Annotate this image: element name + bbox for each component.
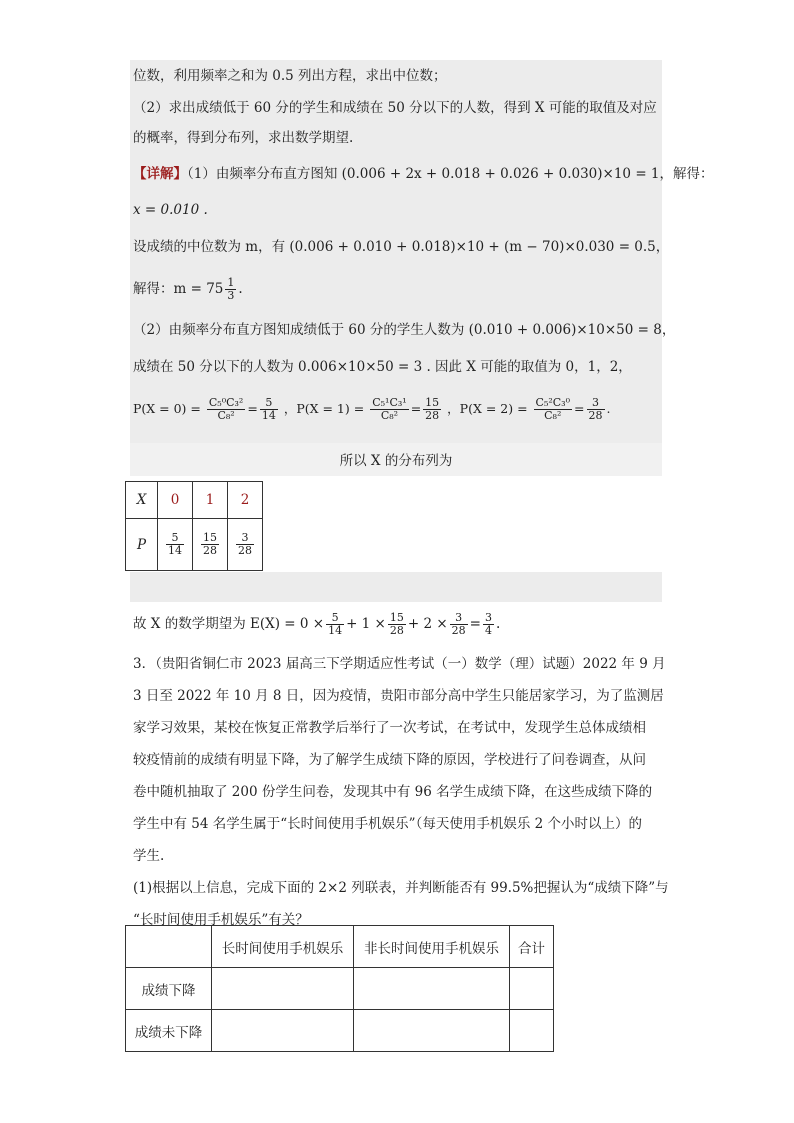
solution-line-3: 的概率，得到分布列，求出数学期望.	[133, 130, 354, 146]
column-header: 非长时间使用手机娱乐	[354, 926, 510, 968]
distribution-table	[125, 481, 263, 571]
probability-line: P(X = 0) = $\frac{\text{C₅⁰C₃²}}{\text{C₈²}}$ = $\frac{5}{14}$ ，P(X = 1) = $\frac{\text{C₅¹C₃¹}}{\text{C₈²}}$ = $\frac{15}{28}$ ，P(X = 2) = $\frac{\text{C₅²C₃⁰}}{\text{C₈²}}$ = $\frac{3}{28}$ .	[133, 396, 611, 422]
x-value: 2	[228, 482, 263, 519]
question1-line-1: (1)根据以上信息，完成下面的 2×2 列联表，并判断能否有 99.5%把握认为“成绩下降”与	[133, 880, 669, 896]
p2-eq: =	[574, 401, 585, 416]
detail-text: （1）由频率分布直方图知 (0.006 + 2x + 0.018 + 0.026 + 0.030)×10 = 1，解得：	[187, 166, 714, 182]
p0-result-fraction: $\frac{5}{14}$	[261, 396, 276, 422]
question1-line-2: “长时间使用手机娱乐”有关？	[133, 912, 309, 928]
p1-result-fraction: $\frac{15}{28}$	[425, 396, 440, 422]
problem3-line-5: 卷中随机抽取了 200 份学生问卷，发现其中有 96 名学生成绩下降，在这些成绩下降的	[133, 784, 653, 800]
solution-line-1: 位数，利用频率之和为 0.5 列出方程，求出中位数；	[133, 68, 447, 84]
p0-eq: =	[247, 401, 258, 416]
column-header: 长时间使用手机娱乐	[212, 926, 354, 968]
problem3-line-1: 3．（贵阳省铜仁市 2023 届高三下学期适应性考试（一）数学（理）试题）2022 年 9 月	[133, 656, 666, 672]
table-cell[interactable]	[212, 1010, 354, 1052]
row-label: 成绩未下降	[126, 1010, 212, 1052]
detail-tag: 【详解】	[133, 166, 187, 182]
p0-comb-fraction: $\frac{\text{C₅⁰C₃²}}{\text{C₈²}}$	[208, 396, 244, 422]
median-line: 设成绩的中位数为 m，有 (0.006 + 0.010 + 0.018)×10 + (m − 70)×0.030 = 0.5，	[133, 239, 670, 255]
p2-label: ，P(X = 2) =	[447, 401, 528, 416]
count-line: （2）由频率分布直方图知成绩低于 60 分的学生人数为 (0.010 + 0.006)×10×50 = 8，	[133, 322, 676, 338]
corner-cell	[126, 926, 212, 968]
median-result: 解得：m = 75 $\frac{1}{3}$ .	[133, 276, 243, 302]
x-value: 0	[158, 482, 193, 519]
p1-eq: =	[410, 401, 422, 416]
table-cell[interactable]	[354, 968, 510, 1010]
x-head: X	[126, 482, 158, 519]
table-cell[interactable]	[510, 968, 554, 1010]
problem3-line-6: 学生中有 54 名学生属于“长时间使用手机娱乐”（每天使用手机娱乐 2 个小时以上）的	[133, 816, 642, 832]
p1-comb-fraction: $\frac{\text{C₅¹C₃¹}}{\text{C₈²}}$	[372, 396, 407, 422]
expect-eq: =	[469, 616, 481, 632]
expect-mid1: + 1 ×	[346, 616, 386, 632]
problem3-line-2: 3 日至 2022 年 10 月 8 日，因为疫情，贵阳市部分高中学生只能居家学习，为了监测居	[133, 688, 664, 704]
x-value: 1	[193, 482, 228, 519]
median-fraction: $\frac{1}{3}$	[227, 276, 235, 302]
p2-comb-fraction: $\frac{\text{C₅²C₃⁰}}{\text{C₈²}}$	[535, 396, 571, 422]
p-value: $\frac{5}{14}$	[158, 519, 193, 571]
row-label: 成绩下降	[126, 968, 212, 1010]
p-value: $\frac{3}{28}$	[228, 519, 263, 571]
problem3-line-4: 较疫情前的成绩有明显下降，为了解学生成绩下降的原因，学校进行了问卷调查，从问	[133, 752, 646, 768]
p1-label: ，P(X = 1) =	[283, 401, 365, 416]
column-header: 合计	[510, 926, 554, 968]
expect-mid2: + 2 ×	[407, 616, 448, 632]
detail-line	[133, 164, 714, 184]
values-line: 成绩在 50 分以下的人数为 0.006×10×50 = 3 . 因此 X 可能的取值为 0，1，2，	[133, 359, 632, 375]
problem3-line-7: 学生.	[133, 848, 165, 864]
table-bottom-shade	[130, 572, 662, 602]
table-cell[interactable]	[510, 1010, 554, 1052]
p2-result-fraction: $\frac{3}{28}$	[588, 396, 603, 422]
median-prefix: 解得：m = 75	[133, 281, 224, 297]
p0-label: P(X = 0) =	[133, 401, 201, 416]
distribution-title: 所以 X 的分布列为	[339, 453, 453, 469]
problem3-line-3: 家学习效果，某校在恢复正常教学后举行了一次考试，在考试中，发现学生总体成绩相	[133, 720, 646, 736]
table-cell[interactable]	[354, 1010, 510, 1052]
table-cell[interactable]	[212, 968, 354, 1010]
expect-prefix: 故 X 的数学期望为 E(X) = 0 ×	[133, 616, 325, 632]
expectation-line: 故 X 的数学期望为 E(X) = 0 × $\frac{5}{14}$ + 1 × $\frac{15}{28}$ + 2 × $\frac{3}{28}$ = $\frac{3}{4}$ .	[133, 611, 501, 637]
solution-line-2: （2）求出成绩低于 60 分的学生和成绩在 50 分以下的人数，得到 X 可能的取值及对应	[133, 100, 657, 116]
p-value: $\frac{15}{28}$	[193, 519, 228, 571]
solution-x-value: x = 0.010 .	[133, 202, 208, 218]
p-head: P	[126, 519, 158, 571]
contingency-table	[125, 925, 554, 1052]
